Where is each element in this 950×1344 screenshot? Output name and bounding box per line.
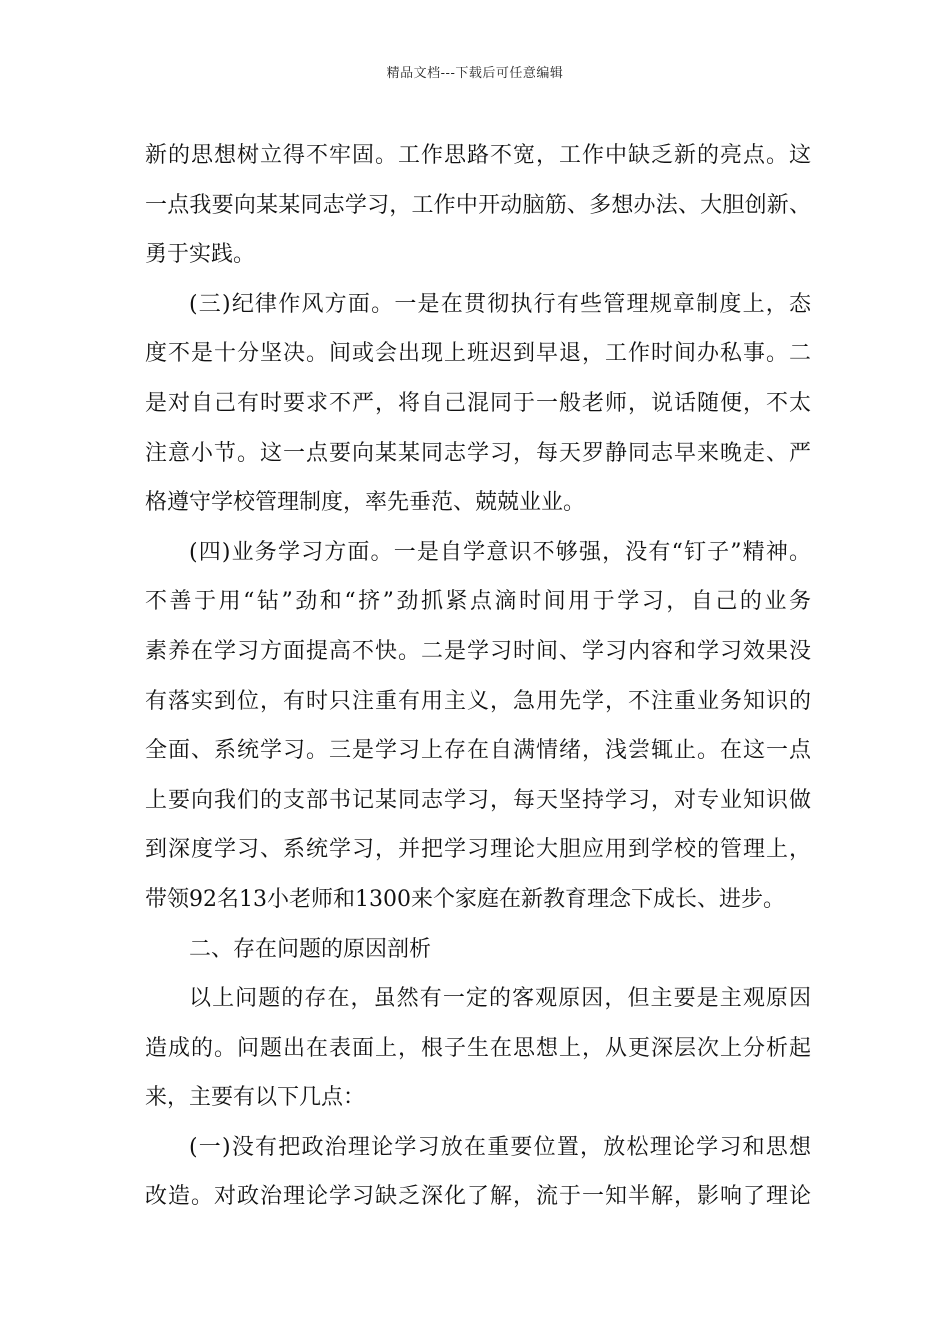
text-line: 素养在学习方面提高不快。二是学习时间、学习内容和学习效果没	[145, 638, 811, 664]
text-line: 有落实到位，有时只注重有用主义，急用先学，不注重业务知识的	[145, 688, 811, 714]
text-line: 一点我要向某某同志学习，工作中开动脑筋、多想办法、大胆创新、	[145, 192, 811, 218]
text-line: 不善于用“钻”劲和“挤”劲抓紧点滴时间用于学习，自己的业务	[145, 589, 811, 615]
text-line: 度不是十分坚决。间或会出现上班迟到早退，工作时间办私事。二	[145, 341, 811, 367]
text-line: 勇于实践。	[145, 242, 256, 268]
text-line: 改造。对政治理论学习缺乏深化了解，流于一知半解，影响了理论	[145, 1184, 811, 1210]
text-line: 全面、系统学习。三是学习上存在自满情绪，浅尝辄止。在这一点	[145, 738, 811, 764]
page-header: 精品文档---下载后可任意编辑	[386, 66, 564, 81]
section-heading-line: (一)没有把政治理论学习放在重要位置，放松理论学习和思想	[189, 1134, 811, 1160]
text-line: 新的思想树立得不牢固。工作思路不宽，工作中缺乏新的亮点。这	[145, 143, 811, 168]
text-line: 上要向我们的支部书记某同志学习，每天坚持学习，对专业知识做	[145, 787, 811, 813]
chapter-heading: 二、存在问题的原因剖析	[189, 936, 432, 962]
text-line: 以上问题的存在，虽然有一定的客观原因，但主要是主观原因	[189, 986, 811, 1012]
section-heading-line: (四)业务学习方面。一是自学意识不够强，没有“钉子”精神。	[189, 539, 811, 565]
text-line: 带领92名13小老师和1300来个家庭在新教育理念下成长、进步。	[145, 886, 785, 912]
text-line: 来，主要有以下几点：	[145, 1085, 366, 1111]
text-line: 注意小节。这一点要向某某同志学习，每天罗静同志早来晚走、严	[145, 440, 811, 466]
text-line: 格遵守学校管理制度，率先垂范、兢兢业业。	[145, 490, 586, 516]
text-line: 到深度学习、系统学习，并把学习理论大胆应用到学校的管理上，	[145, 837, 811, 863]
text-line: 造成的。问题出在表面上，根子生在思想上，从更深层次上分析起	[145, 1035, 811, 1061]
section-heading-line: (三)纪律作风方面。一是在贯彻执行有些管理规章制度上，态	[189, 291, 811, 317]
text-line: 是对自己有时要求不严，将自己混同于一般老师，说话随便，不太	[145, 390, 811, 416]
document-body	[145, 131, 811, 1222]
